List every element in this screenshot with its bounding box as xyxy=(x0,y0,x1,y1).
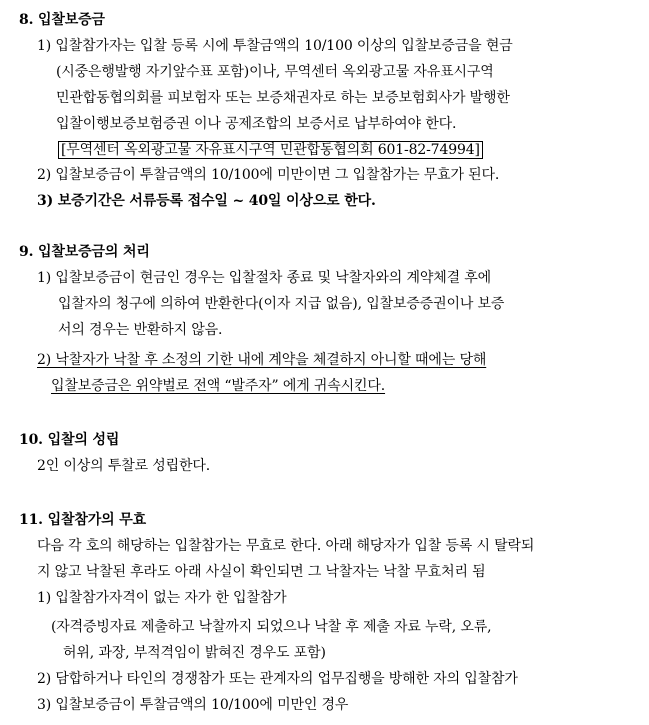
section-8-item-1-line-4: 입찰이행보증보험증권 이나 공제조합의 보증서로 납부하여야 한다. xyxy=(56,116,457,132)
section-9-item-1-line-2: 입찰자의 청구에 의하여 반환한다(이자 지급 없음), 입찰보증증권이나 보증 xyxy=(58,296,505,312)
section-11-intro-line-2: 지 않고 낙찰된 후라도 아래 사실이 확인되면 그 낙찰자는 낙찰 무효처리 됨 xyxy=(37,564,486,580)
section-8-item-1-line-3: 민관합동협의회를 피보험자 또는 보증채권자로 하는 보증보험회사가 발행한 xyxy=(56,90,510,106)
section-9-item-1-line-1: 1) 입찰보증금이 현금인 경우는 입찰절차 종료 및 낙찰자와의 계약체결 후에 xyxy=(37,270,491,286)
section-11-item-1-note-2: 허위, 과장, 부적격임이 밝혀진 경우도 포함) xyxy=(63,645,326,661)
section-8-title: 8. 입찰보증금 xyxy=(19,12,105,28)
section-8-item-3: 3) 보증기간은 서류등록 접수일 ~ 40일 이상으로 한다. xyxy=(37,193,376,209)
section-11-item-3: 3) 입찰보증금이 투찰금액의 10/100에 미만인 경우 xyxy=(37,697,349,713)
section-8-item-1-line-1: 1) 입찰참가자는 입찰 등록 시에 투찰금액의 10/100 이상의 입찰보증금을 현금 xyxy=(37,38,513,54)
section-10-title: 10. 입찰의 성립 xyxy=(19,432,120,448)
account-box: [무역센터 옥외광고물 자유표시구역 민관합동협의회 601-82-74994] xyxy=(58,141,483,159)
section-9-item-1-line-3: 서의 경우는 반환하지 않음. xyxy=(58,322,223,338)
section-8-item-2: 2) 입찰보증금이 투찰금액의 10/100에 미만이면 그 입찰참가는 무효가 된다. xyxy=(37,167,500,183)
section-11-item-1: 1) 입찰참가자격이 없는 자가 한 입찰참가 xyxy=(37,590,287,606)
section-11-item-1-note-1: (자격증빙자료 제출하고 낙찰까지 되었으나 낙찰 후 제출 자료 누락, 오류, xyxy=(51,619,492,635)
section-9-item-2-line-1: 2) 낙찰자가 낙찰 후 소정의 기한 내에 계약을 체결하지 아니할 때에는 당해 xyxy=(37,352,487,368)
section-8-account-info xyxy=(58,141,483,159)
section-11-title: 11. 입찰참가의 무효 xyxy=(19,512,146,528)
section-9-title: 9. 입찰보증금의 처리 xyxy=(19,244,150,260)
section-11-intro-line-1: 다음 각 호의 해당하는 입찰참가는 무효로 한다. 아래 해당자가 입찰 등록 시 탈락되 xyxy=(37,538,535,554)
section-8-item-1-line-2: (시중은행발행 자기앞수표 포함)이나, 무역센터 옥외광고물 자유표시구역 xyxy=(56,64,494,80)
section-11-item-2: 2) 담합하거나 타인의 경쟁참가 또는 관계자의 업무집행을 방해한 자의 입찰참가 xyxy=(37,671,518,687)
section-9-item-2-line-2: 입찰보증금은 위약벌로 전액 “발주자” 에게 귀속시킨다. xyxy=(51,378,386,394)
section-10-body: 2인 이상의 투찰로 성립한다. xyxy=(37,458,211,474)
